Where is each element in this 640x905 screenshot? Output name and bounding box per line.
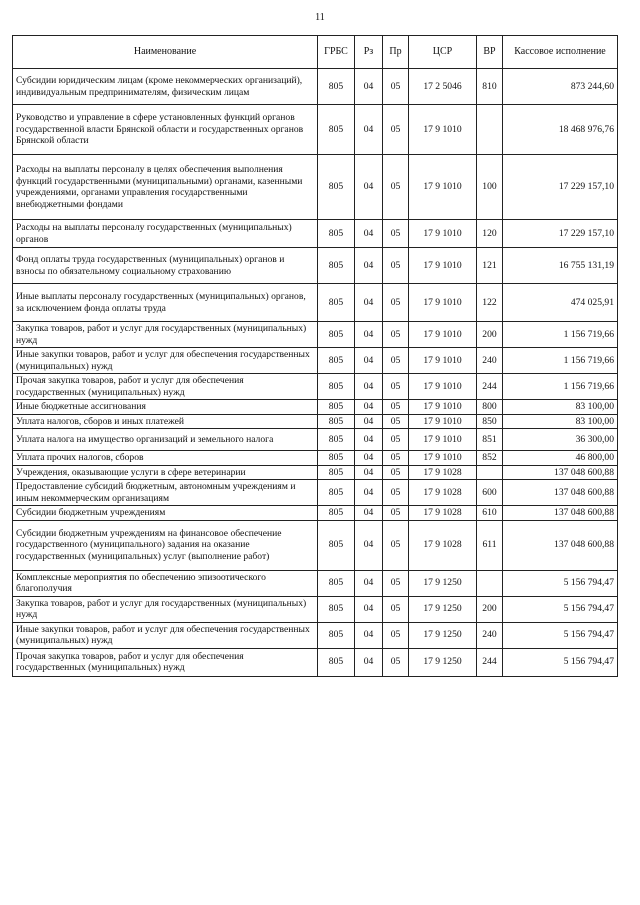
cell-pr: 05	[383, 520, 409, 570]
cell-rz: 04	[355, 348, 383, 374]
cell-vr: 122	[477, 284, 503, 322]
table-row	[13, 520, 618, 570]
cell-pr: 05	[383, 322, 409, 348]
table-row	[13, 374, 618, 400]
cell-csr: 17 9 1010	[409, 348, 477, 374]
cell-rz: 04	[355, 596, 383, 622]
cell-amount: 17 229 157,10	[503, 220, 618, 248]
table-row	[13, 506, 618, 521]
cell-amount: 18 468 976,76	[503, 105, 618, 155]
table-row	[13, 480, 618, 506]
cell-grbs: 805	[318, 220, 355, 248]
cell-csr: 17 9 1028	[409, 520, 477, 570]
cell-amount: 46 800,00	[503, 451, 618, 466]
cell-csr: 17 9 1010	[409, 429, 477, 451]
budget-table	[12, 35, 618, 677]
cell-name: Субсидии юридическим лицам (кроме некоммерческих организаций), индивидуальным предпринимателям, физическим лицам	[13, 69, 318, 105]
cell-amount: 137 048 600,88	[503, 520, 618, 570]
col-header-name: Наименование	[13, 36, 318, 69]
cell-name: Уплата налогов, сборов и иных платежей	[13, 414, 318, 429]
cell-csr: 17 2 5046	[409, 69, 477, 105]
cell-pr: 05	[383, 155, 409, 220]
cell-vr: 610	[477, 506, 503, 521]
cell-csr: 17 9 1010	[409, 451, 477, 466]
cell-grbs: 805	[318, 414, 355, 429]
cell-rz: 04	[355, 570, 383, 596]
cell-grbs: 805	[318, 348, 355, 374]
table-row	[13, 248, 618, 284]
cell-grbs: 805	[318, 69, 355, 105]
cell-amount: 83 100,00	[503, 414, 618, 429]
cell-vr: 240	[477, 348, 503, 374]
cell-vr: 810	[477, 69, 503, 105]
table-row	[13, 69, 618, 105]
cell-amount: 5 156 794,47	[503, 570, 618, 596]
cell-rz: 04	[355, 69, 383, 105]
cell-amount: 1 156 719,66	[503, 374, 618, 400]
col-header-rz: Рз	[355, 36, 383, 69]
cell-grbs: 805	[318, 465, 355, 480]
cell-name: Субсидии бюджетным учреждениям на финансовое обеспечение государственного (муниципального) задания на оказание государственных (муниципальных) услуг (выполнение работ)	[13, 520, 318, 570]
cell-rz: 04	[355, 465, 383, 480]
cell-vr: 600	[477, 480, 503, 506]
cell-vr	[477, 570, 503, 596]
cell-pr: 05	[383, 374, 409, 400]
cell-csr: 17 9 1010	[409, 414, 477, 429]
cell-csr: 17 9 1010	[409, 248, 477, 284]
cell-rz: 04	[355, 374, 383, 400]
cell-rz: 04	[355, 322, 383, 348]
cell-amount: 873 244,60	[503, 69, 618, 105]
table-row	[13, 105, 618, 155]
cell-amount: 36 300,00	[503, 429, 618, 451]
cell-name: Закупка товаров, работ и услуг для государственных (муниципальных) нужд	[13, 322, 318, 348]
cell-name: Руководство и управление в сфере установленных функций органов государственной власти Брянской области и государственных органов Брянской области	[13, 105, 318, 155]
cell-rz: 04	[355, 622, 383, 648]
header-row	[13, 36, 618, 69]
cell-amount: 137 048 600,88	[503, 480, 618, 506]
cell-grbs: 805	[318, 451, 355, 466]
cell-pr: 05	[383, 248, 409, 284]
cell-pr: 05	[383, 622, 409, 648]
cell-pr: 05	[383, 596, 409, 622]
cell-grbs: 805	[318, 506, 355, 521]
table-row	[13, 155, 618, 220]
cell-grbs: 805	[318, 105, 355, 155]
cell-name: Прочая закупка товаров, работ и услуг для обеспечения государственных (муниципальных) нужд	[13, 648, 318, 676]
cell-amount: 137 048 600,88	[503, 506, 618, 521]
cell-csr: 17 9 1010	[409, 105, 477, 155]
cell-amount: 5 156 794,47	[503, 596, 618, 622]
cell-grbs: 805	[318, 622, 355, 648]
cell-name: Иные закупки товаров, работ и услуг для обеспечения государственных (муниципальных) нужд	[13, 348, 318, 374]
cell-csr: 17 9 1250	[409, 622, 477, 648]
cell-pr: 05	[383, 400, 409, 415]
table-row	[13, 648, 618, 676]
cell-amount: 83 100,00	[503, 400, 618, 415]
cell-grbs: 805	[318, 570, 355, 596]
cell-vr: 244	[477, 374, 503, 400]
table-row	[13, 429, 618, 451]
cell-csr: 17 9 1250	[409, 648, 477, 676]
cell-name: Расходы на выплаты персоналу государственных (муниципальных) органов	[13, 220, 318, 248]
cell-grbs: 805	[318, 429, 355, 451]
cell-pr: 05	[383, 69, 409, 105]
cell-csr: 17 9 1010	[409, 284, 477, 322]
table-row	[13, 322, 618, 348]
cell-name: Учреждения, оказывающие услуги в сфере ветеринарии	[13, 465, 318, 480]
cell-grbs: 805	[318, 648, 355, 676]
cell-csr: 17 9 1010	[409, 155, 477, 220]
cell-amount: 1 156 719,66	[503, 348, 618, 374]
cell-rz: 04	[355, 520, 383, 570]
cell-grbs: 805	[318, 155, 355, 220]
cell-amount: 16 755 131,19	[503, 248, 618, 284]
cell-pr: 05	[383, 429, 409, 451]
cell-grbs: 805	[318, 400, 355, 415]
cell-name: Комплексные мероприятия по обеспечению эпизоотического благополучия	[13, 570, 318, 596]
cell-grbs: 805	[318, 248, 355, 284]
table-row	[13, 451, 618, 466]
cell-grbs: 805	[318, 374, 355, 400]
cell-vr: 851	[477, 429, 503, 451]
cell-pr: 05	[383, 105, 409, 155]
table-row	[13, 570, 618, 596]
cell-name: Иные закупки товаров, работ и услуг для обеспечения государственных (муниципальных) нужд	[13, 622, 318, 648]
cell-amount: 474 025,91	[503, 284, 618, 322]
cell-pr: 05	[383, 284, 409, 322]
cell-vr: 121	[477, 248, 503, 284]
cell-vr: 800	[477, 400, 503, 415]
cell-name: Закупка товаров, работ и услуг для государственных (муниципальных) нужд	[13, 596, 318, 622]
cell-rz: 04	[355, 248, 383, 284]
cell-pr: 05	[383, 220, 409, 248]
cell-rz: 04	[355, 220, 383, 248]
cell-rz: 04	[355, 105, 383, 155]
cell-vr: 611	[477, 520, 503, 570]
col-header-vr: ВР	[477, 36, 503, 69]
table-row	[13, 596, 618, 622]
cell-rz: 04	[355, 155, 383, 220]
cell-vr: 240	[477, 622, 503, 648]
cell-name: Фонд оплаты труда государственных (муниципальных) органов и взносы по обязательному социальному страхованию	[13, 248, 318, 284]
col-header-csr: ЦСР	[409, 36, 477, 69]
cell-name: Иные бюджетные ассигнования	[13, 400, 318, 415]
cell-rz: 04	[355, 284, 383, 322]
cell-csr: 17 9 1250	[409, 570, 477, 596]
cell-vr: 120	[477, 220, 503, 248]
cell-amount: 5 156 794,47	[503, 622, 618, 648]
col-header-grbs: ГРБС	[318, 36, 355, 69]
cell-name: Расходы на выплаты персоналу в целях обеспечения выполнения функций государственными (муниципальными) органами, казенными учреждениями, органами управления государственными внебюджетными фондами	[13, 155, 318, 220]
cell-amount: 5 156 794,47	[503, 648, 618, 676]
cell-rz: 04	[355, 414, 383, 429]
cell-csr: 17 9 1028	[409, 465, 477, 480]
cell-grbs: 805	[318, 520, 355, 570]
cell-csr: 17 9 1250	[409, 596, 477, 622]
cell-pr: 05	[383, 465, 409, 480]
cell-pr: 05	[383, 570, 409, 596]
table-row	[13, 348, 618, 374]
cell-rz: 04	[355, 480, 383, 506]
cell-vr: 244	[477, 648, 503, 676]
table-row	[13, 465, 618, 480]
cell-name: Уплата налога на имущество организаций и земельного налога	[13, 429, 318, 451]
cell-csr: 17 9 1010	[409, 400, 477, 415]
cell-csr: 17 9 1010	[409, 374, 477, 400]
cell-pr: 05	[383, 480, 409, 506]
cell-grbs: 805	[318, 322, 355, 348]
cell-name: Иные выплаты персоналу государственных (муниципальных) органов, за исключением фонда оплаты труда	[13, 284, 318, 322]
cell-vr	[477, 465, 503, 480]
cell-name: Уплата прочих налогов, сборов	[13, 451, 318, 466]
cell-vr: 200	[477, 596, 503, 622]
table-row	[13, 400, 618, 415]
cell-grbs: 805	[318, 284, 355, 322]
cell-pr: 05	[383, 648, 409, 676]
table-row	[13, 220, 618, 248]
cell-vr: 200	[477, 322, 503, 348]
page-number: 11	[315, 12, 325, 23]
cell-pr: 05	[383, 414, 409, 429]
table-row	[13, 414, 618, 429]
cell-rz: 04	[355, 648, 383, 676]
cell-vr: 852	[477, 451, 503, 466]
cell-pr: 05	[383, 451, 409, 466]
cell-csr: 17 9 1010	[409, 220, 477, 248]
cell-rz: 04	[355, 451, 383, 466]
cell-rz: 04	[355, 400, 383, 415]
cell-csr: 17 9 1028	[409, 506, 477, 521]
cell-pr: 05	[383, 348, 409, 374]
cell-rz: 04	[355, 429, 383, 451]
cell-csr: 17 9 1010	[409, 322, 477, 348]
cell-amount: 1 156 719,66	[503, 322, 618, 348]
cell-pr: 05	[383, 506, 409, 521]
col-header-pr: Пр	[383, 36, 409, 69]
cell-vr	[477, 105, 503, 155]
cell-rz: 04	[355, 506, 383, 521]
cell-name: Предоставление субсидий бюджетным, автономным учреждениям и иным некоммерческим организациям	[13, 480, 318, 506]
cell-grbs: 805	[318, 480, 355, 506]
cell-grbs: 805	[318, 596, 355, 622]
cell-name: Субсидии бюджетным учреждениям	[13, 506, 318, 521]
cell-vr: 100	[477, 155, 503, 220]
cell-name: Прочая закупка товаров, работ и услуг для обеспечения государственных (муниципальных) нужд	[13, 374, 318, 400]
cell-amount: 17 229 157,10	[503, 155, 618, 220]
cell-vr: 850	[477, 414, 503, 429]
col-header-amount: Кассовое исполнение	[503, 36, 618, 69]
cell-csr: 17 9 1028	[409, 480, 477, 506]
table-row	[13, 284, 618, 322]
table-row	[13, 622, 618, 648]
cell-amount: 137 048 600,88	[503, 465, 618, 480]
